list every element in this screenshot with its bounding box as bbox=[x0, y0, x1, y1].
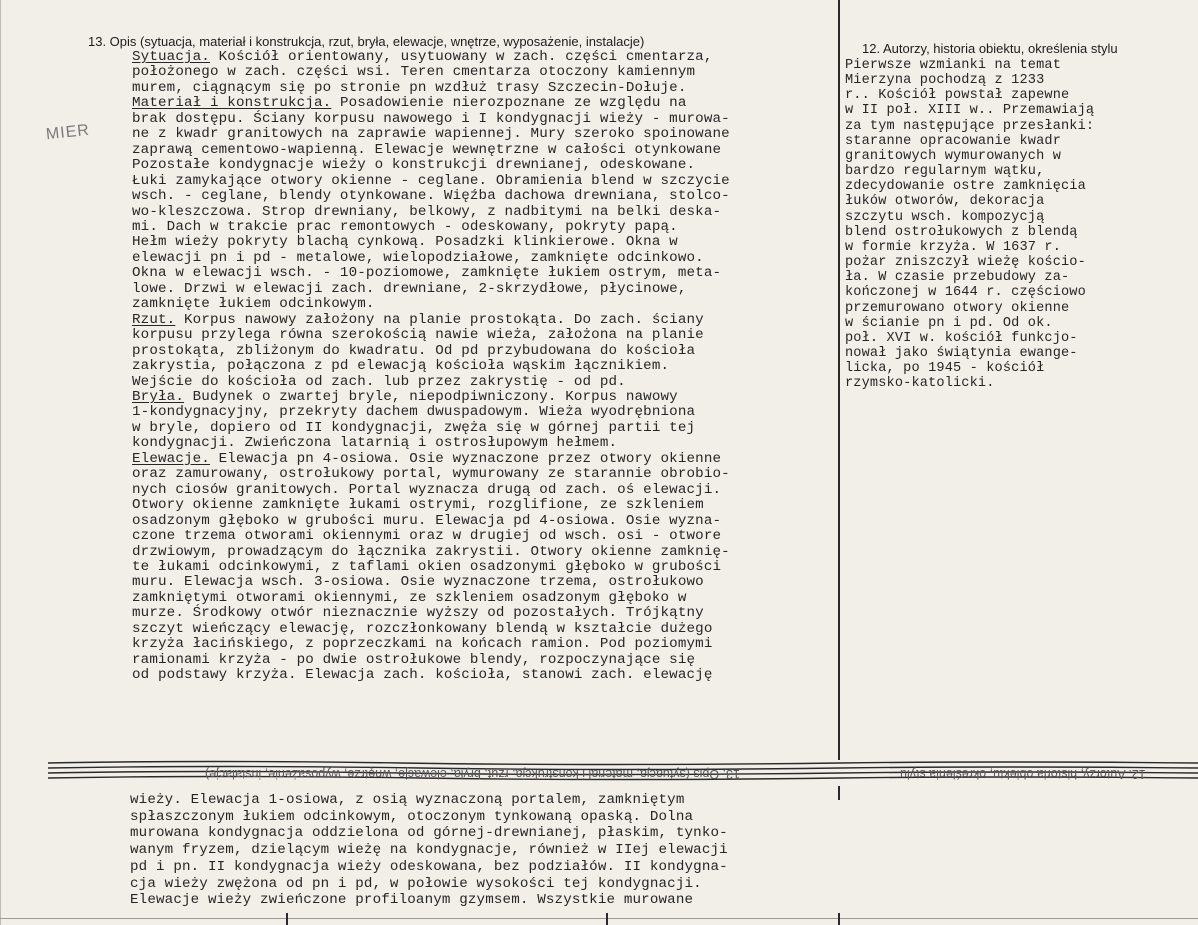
line-text: zakrystia, połączona z pd elewacją kościoła wąskim łącznikiem. bbox=[132, 358, 670, 375]
margin-handwriting: MIER bbox=[45, 121, 91, 144]
line-text: nych ciosów granitowych. Portal wyznacza drugą od zach. oś elewacji. bbox=[132, 481, 722, 498]
right-column-header: 12. Autorzy, historia obiektu, określenia stylu bbox=[862, 41, 1118, 56]
continuation-line: Elewacje wieży zwieńczone profiloanym gzymsem. Wszystkie murowane bbox=[130, 892, 694, 909]
line-text: te łukami odcinkowymi, z taflami okien osadzonymi głęboko w grubości bbox=[132, 558, 722, 575]
line-text: muru. Elewacja wsch. 3-osiowa. Osie wyznaczone trzema, ostrołukowo bbox=[132, 574, 704, 591]
left-column-header: 13. Opis (sytuacja, materiał i konstrukcja, rzut, bryła, elewacje, wnętrze, wyposażenie, instalacje) bbox=[88, 34, 645, 49]
description-line bbox=[132, 313, 730, 328]
description-line bbox=[132, 96, 730, 111]
line-text: Pozostałe kondygnacje wieży o konstrukcji drewnianej, odeskowane. bbox=[132, 157, 696, 174]
description-line bbox=[132, 514, 730, 529]
description-line bbox=[132, 452, 730, 467]
description-line bbox=[132, 405, 730, 420]
line-text: murem, ciągnącym się po stronie pn wzdłuż trasy Szczecin-Dołuje. bbox=[132, 79, 687, 96]
description-line bbox=[132, 251, 730, 266]
description-line bbox=[132, 622, 730, 637]
history-line: łuków otworów, dekoracja bbox=[845, 194, 1045, 210]
description-line bbox=[132, 637, 730, 652]
description-line bbox=[132, 328, 730, 343]
description-line bbox=[132, 545, 730, 560]
continuation-line: pd i pn. II kondygnacja wieży odeskowana, bez podziałów. II kondygna- bbox=[130, 858, 728, 875]
column-divider-lower bbox=[838, 786, 840, 800]
section-heading: Elewacje. bbox=[132, 450, 210, 467]
description-line bbox=[132, 591, 730, 606]
description-line bbox=[132, 498, 730, 513]
line-text: 1-kondygnacyjny, przekryty dachem dwuspadowym. Wieża wyodrębniona bbox=[132, 404, 696, 421]
history-line: Pierwsze wzmianki na temat bbox=[845, 58, 1061, 73]
continuation-line: wanym fryzem, dzielącym wieżę na kondygnacje, również w IIej elewacji bbox=[130, 842, 728, 859]
bottom-rule bbox=[0, 918, 1198, 919]
description-line bbox=[132, 483, 730, 498]
line-text: od podstawy krzyża. Elewacja zach. kościoła, stanowi zach. elewację bbox=[132, 667, 713, 684]
description-line bbox=[132, 205, 730, 220]
description-line bbox=[132, 606, 730, 621]
description-line bbox=[132, 668, 730, 683]
description-line bbox=[132, 359, 730, 374]
history-line: licka, po 1945 - kościół bbox=[845, 361, 1045, 377]
line-text: Korpus nawowy założony na planie prostokąta. Do zach. ściany bbox=[175, 311, 704, 328]
section-heading: Bryła. bbox=[132, 388, 184, 405]
history-line: blend ostrołukowych z blendą bbox=[845, 224, 1078, 240]
continuation-text bbox=[130, 792, 728, 909]
history-line: przemurowano otwory okienne bbox=[845, 300, 1070, 316]
line-text: Łuki zamykające otwory okienne - ceglane. Obramienia blend w szczycie bbox=[132, 172, 730, 189]
line-text: Budynek o zwartej bryle, niepodpiwniczony. Korpus nawowy bbox=[183, 388, 678, 405]
line-text: w bryle, dopiero od II kondygnacji, zwęża się w górnej partii tej bbox=[132, 419, 696, 436]
description-line bbox=[132, 297, 730, 312]
line-text: Wejście do kościoła od zach. lub przez zakrystię - od pd. bbox=[132, 373, 626, 390]
description-line bbox=[132, 375, 730, 390]
line-text: oraz zamurowany, ostrołukowy portal, wymurowany ze starannie obrobio- bbox=[132, 466, 730, 483]
section-heading: Materiał i konstrukcja. bbox=[132, 95, 332, 112]
line-text: Kościół orientowany, usytuowany w zach. części cmentarza, bbox=[209, 49, 713, 65]
history-line: w ścianie pn i pd. Od ok. bbox=[845, 315, 1053, 331]
line-text: wo-kleszczowa. Strop drewniany, belkowy, z nadbitymi na belki deska- bbox=[132, 203, 722, 220]
continuation-line: spłaszczonym łukiem odcinkowym, otoczonym tynkowaną opaską. Dolna bbox=[130, 808, 694, 825]
line-text: Okna w elewacji wsch. - 10-poziomowe, zamknięte łukiem ostrym, meta- bbox=[132, 265, 722, 282]
line-text: korpusu przylega równa szerokością nawie wieża, założona na planie bbox=[132, 327, 704, 344]
bottom-tick bbox=[286, 913, 288, 925]
line-text: mi. Dach w trakcie prac remontowych - odeskowany, pokryty papą. bbox=[132, 218, 678, 235]
line-text: osadzonym głęboko w grubości muru. Elewacja pd 4-osiowa. Osie wyzna- bbox=[132, 512, 722, 529]
description-line bbox=[132, 112, 730, 127]
description-line bbox=[132, 560, 730, 575]
continuation-line: murowana kondygnacja oddzielona od górnej-drewnianej, płaskim, tynko- bbox=[130, 825, 728, 842]
section-heading: Rzut. bbox=[132, 311, 176, 328]
bottom-tick bbox=[838, 913, 840, 925]
line-text: położonego w zach. części wsi. Teren cmentarza otoczony kamiennym bbox=[132, 64, 696, 81]
description-line bbox=[132, 467, 730, 482]
line-text: ne z kwadr granitowych na zaprawie wapiennej. Mury szeroko spoinowane bbox=[132, 126, 730, 143]
description-line bbox=[132, 65, 730, 80]
line-text: szczyt wieńczący elewację, rozczłonkowany blendą w kształcie dużego bbox=[132, 620, 713, 637]
section-heading: Sytuacja. bbox=[132, 49, 210, 65]
line-text: zaprawą cementowo-wapienną. Elewacje wewnętrzne w całości otynkowane bbox=[132, 141, 722, 158]
line-text: zamknięte łukiem odcinkowym. bbox=[132, 296, 375, 313]
history-line: ła. W czasie przebudowy za- bbox=[845, 270, 1070, 286]
description-line bbox=[132, 174, 730, 189]
history-line: nował jako świątynia ewange- bbox=[845, 345, 1078, 361]
description-line bbox=[132, 50, 730, 65]
description-line bbox=[132, 235, 730, 250]
history-line: w II poł. XIII w.. Przemawiają bbox=[845, 103, 1095, 119]
description-line bbox=[132, 436, 730, 451]
description-line bbox=[132, 189, 730, 204]
line-text: drzwiowym, prowadzącym do łącznika zakrystii. Otwory okienne zamknię- bbox=[132, 543, 730, 560]
description-line bbox=[132, 158, 730, 173]
history-line: pożar zniszczył wieżę kościo- bbox=[845, 255, 1086, 271]
line-text: ramionami krzyża - po dwie ostrołukowe blendy, rozpoczynające się bbox=[132, 651, 696, 668]
line-text: wsch. - ceglane, blendy otynkowane. Więźba dachowa drewniana, stolco- bbox=[132, 188, 730, 205]
history-line: granitowych wymurowanych w bbox=[845, 148, 1061, 164]
line-text: murze. Środkowy otwór nieznacznie wyższy od pozostałych. Trójkątny bbox=[132, 605, 704, 622]
history-line: staranne opracowanie kwadr bbox=[845, 133, 1061, 149]
description-line bbox=[132, 127, 730, 142]
line-text: prostokąta, zbliżonym do kwadratu. Od pd przybudowana do kościoła bbox=[132, 342, 696, 359]
line-text: czone trzema otworami okiennymi oraz w drugiej od wsch. osi - otwore bbox=[132, 528, 722, 545]
line-text: Otwory okienne zamknięte łukami ostrymi, rozglifione, ze szkleniem bbox=[132, 497, 704, 514]
mirrored-left-header: 13. Opis (sytuacja, materiał i konstrukcja, rzut, bryła, elewacje, wnętrze, wyposażenie, instalacje) bbox=[205, 767, 740, 781]
column-divider bbox=[838, 0, 840, 760]
line-text: lowe. Drzwi w elewacji zach. drewniane, 2-skrzydłowe, płycinowe, bbox=[132, 280, 687, 297]
line-text: kondygnacji. Zwieńczona latarnią i ostrosłupowym hełmem. bbox=[132, 435, 618, 452]
line-text: Hełm wieży pokryty blachą cynkową. Posadzki klinkierowe. Okna w bbox=[132, 234, 678, 251]
description-text bbox=[132, 50, 730, 684]
history-line: poł. XVI w. kościół funkcjo- bbox=[845, 330, 1078, 346]
history-line: rzymsko-katolicki. bbox=[845, 376, 995, 392]
description-line bbox=[132, 266, 730, 281]
history-line: r.. Kościół powstał zapewne bbox=[845, 88, 1070, 104]
mirrored-right-header: 12. Autorzy, historia obiektu, określenia stylu bbox=[900, 767, 1146, 781]
history-line: w formie krzyża. W 1637 r. bbox=[845, 239, 1061, 255]
description-line bbox=[132, 529, 730, 544]
history-line: szczytu wsch. kompozycją bbox=[845, 209, 1045, 225]
history-line: bardzo regularnym wątku, bbox=[845, 164, 1045, 180]
continuation-line: wieży. Elewacja 1-osiowa, z osią wyznaczoną portalem, zamkniętym bbox=[130, 792, 685, 808]
line-text: zamkniętymi otworami okiennymi, ze szkleniem osadzonym głęboko w bbox=[132, 589, 687, 606]
description-line bbox=[132, 575, 730, 590]
description-line bbox=[132, 81, 730, 96]
description-line bbox=[132, 282, 730, 297]
history-line: Mierzyna pochodzą z 1233 bbox=[845, 73, 1045, 89]
history-line: zdecydowanie ostre zamknięcia bbox=[845, 179, 1086, 195]
line-text: krzyża łacińskiego, z poprzeczkami na końcach ramion. Pod poziomymi bbox=[132, 636, 713, 653]
bottom-tick bbox=[606, 913, 608, 925]
description-line bbox=[132, 653, 730, 668]
history-text bbox=[845, 58, 1094, 391]
continuation-line: cja wieży zwężona od pn i pd, w połowie wysokości tej kondygnacji. bbox=[130, 875, 702, 892]
history-line: kończonej w 1644 r. częściowo bbox=[845, 285, 1086, 301]
description-line bbox=[132, 143, 730, 158]
description-line bbox=[132, 390, 730, 405]
description-line bbox=[132, 421, 730, 436]
line-text: brak dostępu. Ściany korpusu nawowego i I kondygnacji wieży - murowa- bbox=[132, 110, 730, 127]
line-text: Posadowienie nierozpoznane ze względu na bbox=[331, 95, 687, 112]
description-line bbox=[132, 220, 730, 235]
description-line bbox=[132, 344, 730, 359]
line-text: Elewacja pn 4-osiowa. Osie wyznaczone przez otwory okienne bbox=[209, 450, 722, 467]
line-text: elewacji pn i pd - metalowe, wielopodziałowe, zamknięte odcinkowo. bbox=[132, 249, 704, 266]
history-line: za tym następujące przesłanki: bbox=[845, 118, 1095, 134]
